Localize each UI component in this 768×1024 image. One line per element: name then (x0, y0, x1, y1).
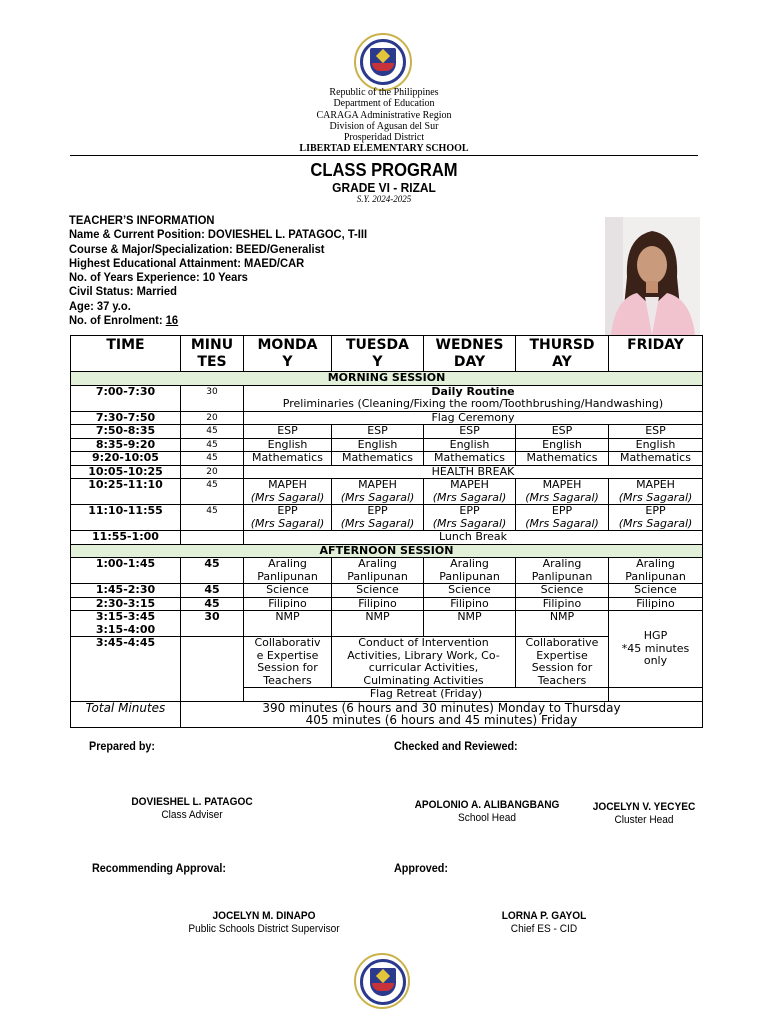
minutes-cell: 45 (181, 425, 244, 439)
minutes-cell: 45 (181, 584, 244, 598)
table-row (71, 611, 703, 637)
empty-cell (609, 688, 703, 702)
subject-cell: Science (424, 584, 516, 598)
time-cell: 9:20-10:05 (71, 452, 181, 466)
minutes-cell: 30 (181, 385, 244, 411)
teacher-info (69, 213, 367, 327)
signatory-chief (434, 910, 655, 936)
subject-cell: Filipino (609, 597, 703, 611)
teacher-education: Highest Educational Attainment: MAED/CAR (69, 255, 305, 270)
time-cell: 10:05-10:25 (71, 465, 181, 479)
time-cell: 11:10-11:55 (71, 505, 181, 531)
header-monday: MONDA Y (244, 336, 332, 372)
teacher-age: Age: 37 y.o. (69, 298, 131, 313)
subject-cell: EPP (Mrs Sagaral) (609, 505, 703, 531)
subject-cell: Mathematics (424, 452, 516, 466)
total-minutes-value: 390 minutes (6 hours and 30 minutes) Monday to Thursday 405 minutes (6 hours and 45 minutes) Friday (181, 701, 703, 727)
page-title: CLASS PROGRAM (310, 160, 458, 180)
minutes-cell: 45 (181, 452, 244, 466)
monday-collab-cell: Collaborativ e Expertise Session for Teachers (244, 637, 332, 688)
table-row (71, 452, 703, 466)
intervention-cell: Conduct of Intervention Activities, Library Work, Co- curricular Activities, Culminating Activities (332, 637, 516, 688)
time-cell: 7:30-7:50 (71, 411, 181, 425)
activity-cell: HEALTH BREAK (244, 465, 703, 479)
teacher-course: Course & Major/Specialization: BEED/Generalist (69, 241, 325, 256)
teacher-enrolment (69, 313, 367, 327)
subject-cell: ESP (516, 425, 609, 439)
teacher-name-position: Name & Current Position: DOVIESHEL L. PATAGOC, T-III (69, 227, 368, 242)
daily-routine-cell: Daily Routine Preliminaries (Cleaning/Fixing the room/Toothbrushing/Handwashing) (244, 385, 703, 411)
supervisor-name: JOCELYN M. DINAPO (212, 910, 316, 922)
agency-line-1: Republic of the Philippines (329, 87, 439, 98)
header-friday: FRIDAY (609, 336, 703, 372)
subject-cell: NMP (424, 611, 516, 637)
subject-cell: Mathematics (332, 452, 424, 466)
subject-cell: MAPEH (Mrs Sagaral) (424, 479, 516, 505)
enrolment-label: No. of Enrolment: (69, 313, 166, 328)
table-row (71, 531, 703, 545)
table-row (71, 438, 703, 452)
table-row (71, 637, 703, 688)
time-cell: 8:35-9:20 (71, 438, 181, 452)
subject-cell: English (424, 438, 516, 452)
cluster-head-title: Cluster Head (614, 814, 674, 826)
subject-cell: English (516, 438, 609, 452)
afternoon-session-label: AFTERNOON SESSION (71, 544, 703, 558)
signatory-adviser (82, 796, 303, 822)
cluster-head-name: JOCELYN V. YECYEC (592, 801, 696, 813)
subject-cell: English (244, 438, 332, 452)
time-cell: 7:50-8:35 (71, 425, 181, 439)
table-row (71, 505, 703, 531)
chief-name: LORNA P. GAYOL (501, 910, 587, 922)
enrolment-value: 16 (165, 313, 179, 328)
minutes-cell: 45 (181, 597, 244, 611)
session-row-morning (71, 372, 703, 386)
header-time: TIME (71, 336, 181, 372)
minutes-cell: 45 (181, 505, 244, 531)
subject-cell: Araling Panlipunan (609, 558, 703, 584)
deped-seal-bottom (354, 953, 410, 1009)
subject-cell: Araling Panlipunan (424, 558, 516, 584)
subject-cell: Science (516, 584, 609, 598)
table-row (71, 597, 703, 611)
activity-cell: Lunch Break (244, 531, 703, 545)
minutes-cell: 20 (181, 465, 244, 479)
time-cell: 3:15-3:45 3:15-4:00 (71, 611, 181, 637)
school-name: LIBERTAD ELEMENTARY SCHOOL (299, 143, 469, 155)
header-wednesday: WEDNES DAY (424, 336, 516, 372)
subject-cell: English (332, 438, 424, 452)
minutes-cell: 45 (181, 479, 244, 505)
time-cell: 11:55-1:00 (71, 531, 181, 545)
subject-cell: Filipino (516, 597, 609, 611)
subject-cell: Araling Panlipunan (516, 558, 609, 584)
header-tuesday: TUESDA Y (332, 336, 424, 372)
teacher-civil-status: Civil Status: Married (69, 284, 177, 299)
table-row (71, 411, 703, 425)
signatory-cluster-head (534, 801, 755, 827)
subject-cell: EPP (Mrs Sagaral) (516, 505, 609, 531)
subject-cell: MAPEH (Mrs Sagaral) (332, 479, 424, 505)
time-cell: 2:30-3:15 (71, 597, 181, 611)
minutes-cell (181, 531, 244, 545)
subject-cell: ESP (332, 425, 424, 439)
thursday-collab-cell: Collaborative Expertise Session for Teachers (516, 637, 609, 688)
agency-line-4: Division of Agusan del Sur (329, 120, 439, 132)
subject-cell: MAPEH (Mrs Sagaral) (244, 479, 332, 505)
subject-cell: EPP (Mrs Sagaral) (424, 505, 516, 531)
table-row (71, 465, 703, 479)
school-year: S.Y. 2024-2025 (356, 194, 412, 204)
agency-line-2: Department of Education (333, 98, 435, 110)
subject-cell: MAPEH (Mrs Sagaral) (516, 479, 609, 505)
agency-header (0, 87, 768, 155)
subject-cell: Science (244, 584, 332, 598)
subject-cell: ESP (424, 425, 516, 439)
subject-cell: Araling Panlipunan (332, 558, 424, 584)
morning-session-label: MORNING SESSION (71, 372, 703, 386)
class-schedule-table (70, 335, 703, 728)
subject-cell: EPP (Mrs Sagaral) (244, 505, 332, 531)
table-row (71, 385, 703, 411)
subject-cell: EPP (Mrs Sagaral) (332, 505, 424, 531)
minutes-cell: 45 (181, 438, 244, 452)
subject-cell: ESP (609, 425, 703, 439)
teacher-experience: No. of Years Experience: 10 Years (69, 270, 248, 285)
subject-cell: Mathematics (244, 452, 332, 466)
header-minutes: MINU TES (181, 336, 244, 372)
table-row (71, 425, 703, 439)
subject-cell: Araling Panlipunan (244, 558, 332, 584)
time-cell: 3:45-4:45 (71, 637, 181, 702)
minutes-cell: 20 (181, 411, 244, 425)
activity-cell: Flag Ceremony (244, 411, 703, 425)
subject-cell: Filipino (424, 597, 516, 611)
flag-retreat-cell: Flag Retreat (Friday) (244, 688, 609, 702)
subject-cell: NMP (244, 611, 332, 637)
recommending-approval-label: Recommending Approval: (92, 861, 227, 875)
table-header-row (71, 336, 703, 372)
agency-line-5: Prosperidad District (343, 132, 425, 144)
subject-cell: Science (332, 584, 424, 598)
subject-cell: MAPEH (Mrs Sagaral) (609, 479, 703, 505)
table-row (71, 479, 703, 505)
adviser-title: Class Adviser (161, 809, 223, 821)
table-row (71, 558, 703, 584)
deped-seal-top (354, 33, 412, 91)
teacher-info-heading: TEACHER’S INFORMATION (69, 213, 215, 227)
minutes-cell: 45 (181, 558, 244, 584)
time-cell: 7:00-7:30 (71, 385, 181, 411)
chief-title: Chief ES - CID (510, 923, 578, 935)
subject-cell: Mathematics (516, 452, 609, 466)
subject-cell: Filipino (332, 597, 424, 611)
adviser-name: DOVIESHEL L. PATAGOC (131, 796, 253, 808)
subject-cell: Science (609, 584, 703, 598)
signatory-supervisor (154, 910, 375, 936)
supervisor-title: Public Schools District Supervisor (188, 923, 340, 935)
subject-cell: Filipino (244, 597, 332, 611)
school-head-name: APOLONIO A. ALIBANGBANG (414, 799, 560, 811)
school-head-title: School Head (458, 812, 516, 824)
total-minutes-row (71, 701, 703, 727)
session-row-afternoon (71, 544, 703, 558)
agency-line-3: CARAGA Administrative Region (316, 109, 452, 121)
table-row (71, 584, 703, 598)
subject-cell: NMP (516, 611, 609, 637)
subject-cell: NMP (332, 611, 424, 637)
approved-label: Approved: (394, 861, 448, 875)
friday-hgp-cell: HGP *45 minutes only (609, 611, 703, 688)
total-minutes-label: Total Minutes (71, 701, 181, 727)
subject-cell: Mathematics (609, 452, 703, 466)
subject-cell: English (609, 438, 703, 452)
time-cell: 1:00-1:45 (71, 558, 181, 584)
header-divider (70, 155, 698, 156)
subject-cell: ESP (244, 425, 332, 439)
minutes-cell: 30 (181, 611, 244, 637)
minutes-cell (181, 637, 244, 702)
time-cell: 10:25-11:10 (71, 479, 181, 505)
grade-section: GRADE VI - RIZAL (332, 180, 436, 195)
teacher-photo (605, 217, 700, 335)
time-cell: 1:45-2:30 (71, 584, 181, 598)
header-thursday: THURSD AY (516, 336, 609, 372)
checked-reviewed-label: Checked and Reviewed: (394, 739, 518, 753)
prepared-by-label: Prepared by: (89, 739, 156, 753)
